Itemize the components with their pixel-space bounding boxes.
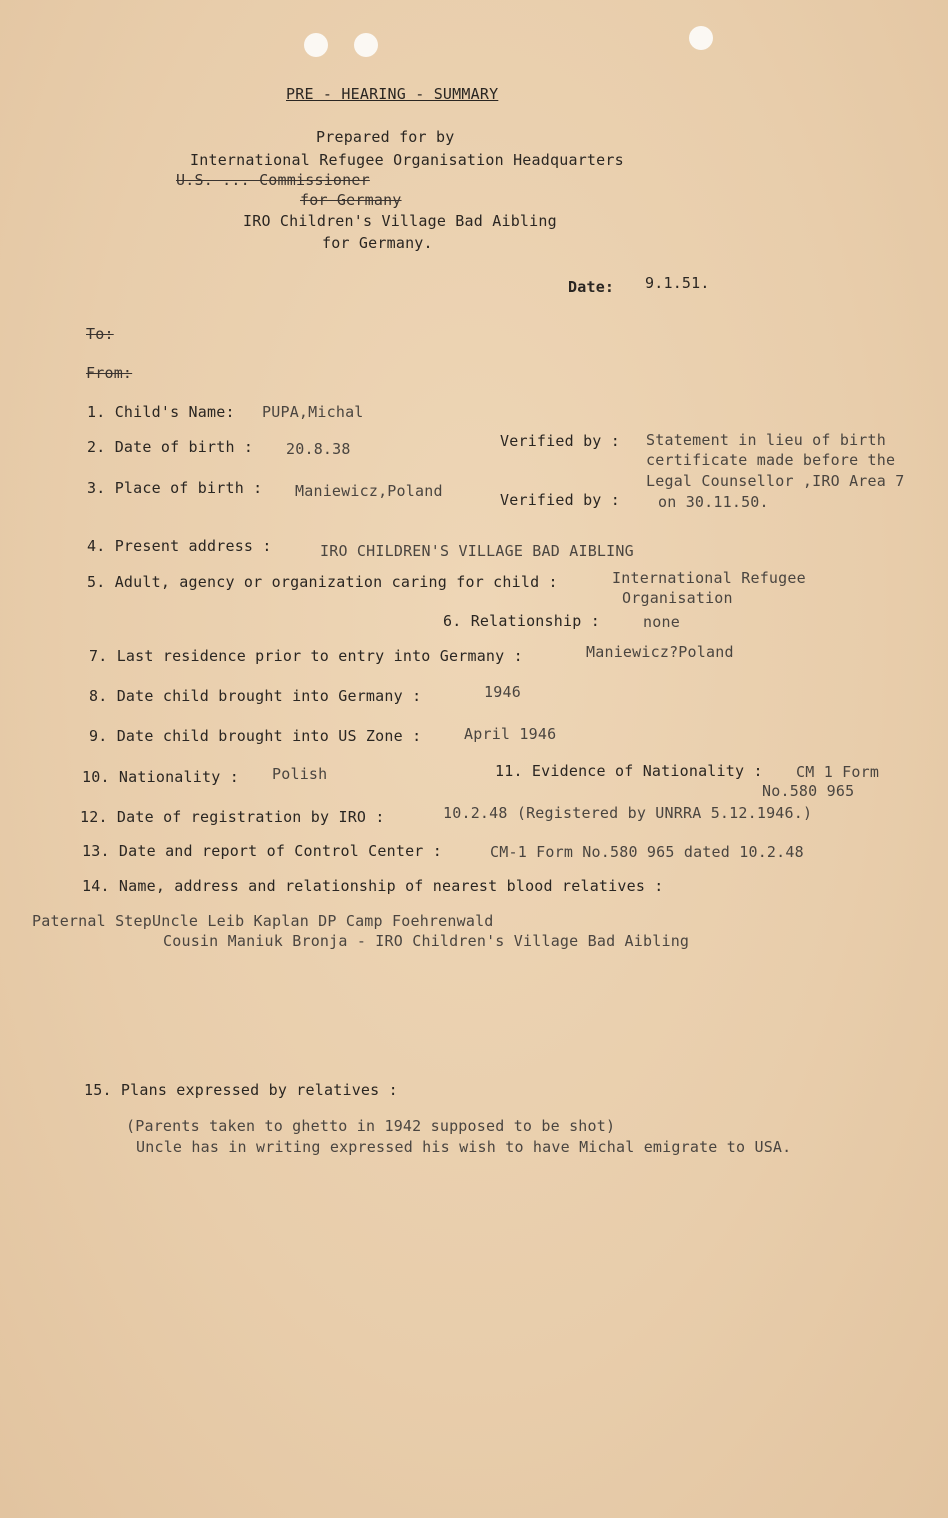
field-1-value: PUPA,Michal <box>262 403 364 421</box>
field-15-line-2: Uncle has in writing expressed his wish to have Michal emigrate to USA. <box>136 1138 792 1156</box>
field-8-value: 1946 <box>484 683 521 701</box>
field-11-label: 11. Evidence of Nationality : <box>495 762 763 780</box>
field-7-value: Maniewicz?Poland <box>586 643 734 661</box>
org-line-1: International Refugee Organisation Headquarters <box>190 151 624 169</box>
field-6-label: 6. Relationship : <box>443 612 600 630</box>
punch-hole <box>689 26 713 50</box>
document-title: PRE - HEARING - SUMMARY <box>286 85 499 103</box>
verified-label-1: Verified by : <box>500 432 620 450</box>
field-1-label: 1. Child's Name: <box>87 403 235 421</box>
field-5-value-2: Organisation <box>622 589 733 607</box>
verified-text-1: Statement in lieu of birth <box>646 431 886 449</box>
struck-line: U.S. ... Commissioner <box>176 171 370 189</box>
org-line-2: IRO Children's Village Bad Aibling <box>243 212 557 230</box>
field-5-label: 5. Adult, agency or organization caring for child : <box>87 573 558 591</box>
field-10-label: 10. Nationality : <box>82 768 239 786</box>
field-15-label: 15. Plans expressed by relatives : <box>84 1081 398 1099</box>
field-11-value-2: No.580 965 <box>762 782 855 800</box>
field-9-value: April 1946 <box>464 725 557 743</box>
from-label: From: <box>86 364 133 382</box>
field-10-value: Polish <box>272 765 328 783</box>
field-12-label: 12. Date of registration by IRO : <box>80 808 385 826</box>
verified-text-3: Legal Counsellor ,IRO Area 7 <box>646 472 905 490</box>
date-value: 9.1.51. <box>645 274 710 292</box>
field-14-relative-2: Cousin Maniuk Bronja - IRO Children's Village Bad Aibling <box>163 932 690 950</box>
field-12-value: 10.2.48 (Registered by UNRRA 5.12.1946.) <box>443 804 813 822</box>
to-label: To: <box>86 325 114 343</box>
prepared-by: Prepared for by <box>316 128 455 146</box>
field-6-value: none <box>643 613 680 631</box>
field-2-value: 20.8.38 <box>286 440 351 458</box>
verified-text-4: on 30.11.50. <box>658 493 769 511</box>
org-line-3: for Germany. <box>322 234 433 252</box>
field-11-value-1: CM 1 Form <box>796 763 880 781</box>
field-3-label: 3. Place of birth : <box>87 479 263 497</box>
field-4-value: IRO CHILDREN'S VILLAGE BAD AIBLING <box>320 542 634 560</box>
field-2-label: 2. Date of birth : <box>87 438 254 456</box>
field-3-value: Maniewicz,Poland <box>295 482 443 500</box>
date-label: Date: <box>568 278 615 296</box>
field-14-relative-1: Paternal StepUncle Leib Kaplan DP Camp Foehrenwald <box>32 912 494 930</box>
field-4-label: 4. Present address : <box>87 537 272 555</box>
field-15-line-1: (Parents taken to ghetto in 1942 supposed to be shot) <box>126 1117 616 1135</box>
field-7-label: 7. Last residence prior to entry into Germany : <box>89 647 523 665</box>
field-14-label: 14. Name, address and relationship of nearest blood relatives : <box>82 877 664 895</box>
field-9-label: 9. Date child brought into US Zone : <box>89 727 422 745</box>
punch-hole <box>354 33 378 57</box>
verified-label-2: Verified by : <box>500 491 620 509</box>
field-13-value: CM-1 Form No.580 965 dated 10.2.48 <box>490 843 804 861</box>
punch-hole <box>304 33 328 57</box>
field-5-value-1: International Refugee <box>612 569 806 587</box>
struck-for: for Germany <box>300 191 402 209</box>
field-8-label: 8. Date child brought into Germany : <box>89 687 422 705</box>
field-13-label: 13. Date and report of Control Center : <box>82 842 442 860</box>
verified-text-2: certificate made before the <box>646 451 896 469</box>
